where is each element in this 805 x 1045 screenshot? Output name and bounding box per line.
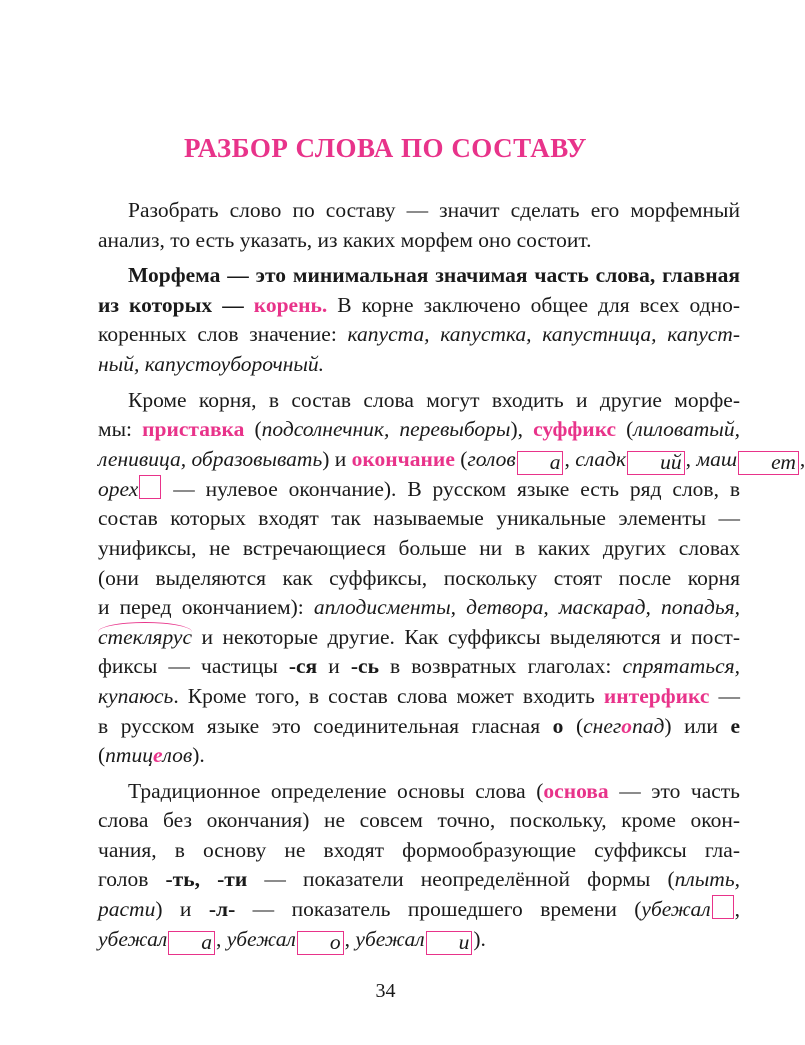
ending-box: а (517, 451, 564, 475)
text-fragment: ) или (664, 713, 731, 738)
text-line (68, 682, 740, 712)
example-words: ленивица, образовывать (98, 446, 323, 471)
suffix-past: -л- (208, 897, 236, 922)
ending-box: а (168, 931, 215, 955)
page-title: РАЗБОР СЛОВА ПО СОСТАВУ (184, 133, 587, 163)
example-stem: маш (696, 446, 738, 471)
text-fragment: фиксы — частицы (98, 654, 289, 679)
paragraph-morpheme (68, 261, 740, 379)
text-fragment: , (215, 926, 227, 951)
text-line: чания, в основу не входят формообразующие суффиксы гла- (98, 837, 740, 862)
page-number: 34 (375, 980, 396, 1002)
text-fragment: в русском языке это соединительная гласная (98, 713, 553, 738)
zero-ending-box (139, 475, 161, 499)
text-fragment: В корне заключено общее для всех одно- (327, 292, 740, 317)
interfix-highlight: о (621, 713, 633, 738)
paragraph-intro (68, 196, 740, 255)
text-line (68, 925, 740, 955)
ending-box: ий (627, 451, 685, 475)
text-fragment: , (344, 926, 356, 951)
text-fragment: , (685, 446, 697, 471)
text-line (68, 741, 740, 771)
text-fragment: ) и (155, 897, 209, 922)
text-fragment: — показатель прошедшего времени ( (235, 897, 642, 922)
text-line (68, 291, 740, 321)
example-words: аплодисменты, детвора, маскарад, попадья, (313, 595, 740, 620)
text-fragment: — нулевое окончание). В русском языке есть ряд слов, в (162, 476, 740, 501)
text-fragment: и некоторые другие. Как суффиксы выделяются и пост- (192, 624, 740, 649)
text-fragment: ( (244, 417, 262, 442)
ending-box: о (297, 931, 344, 955)
paragraph-other-morphemes (68, 386, 805, 771)
text-fragment: , (564, 446, 576, 471)
morpheme-definition-end: из которых — (98, 292, 254, 317)
text-line: (они выделяются как суффиксы, поскольку стоят после корня (98, 565, 740, 590)
text-fragment: — показатели неопределённой формы ( (247, 867, 675, 892)
text-fragment: ( (616, 417, 634, 442)
suffix-infinitive: -ть, -ти (165, 867, 248, 892)
term-interfix: интерфикс (603, 683, 710, 708)
text-fragment: ). (192, 743, 205, 768)
example-stem: убежал (226, 926, 296, 951)
example-stem: убежал (355, 926, 425, 951)
term-root: корень. (253, 292, 328, 317)
example-words: спрятаться, (622, 654, 740, 679)
postfix-sya: -ся (288, 654, 318, 679)
example-stem: убежал (641, 897, 711, 922)
text-line (68, 415, 740, 445)
zero-ending-box (712, 895, 734, 919)
text-fragment: голов (98, 867, 166, 892)
text-fragment: и перед окончанием): (98, 595, 314, 620)
example-words: плыть, (674, 867, 740, 892)
ending-box: ет (738, 451, 799, 475)
page-body (68, 196, 805, 961)
text-fragment: мы: (98, 417, 143, 442)
ending-box: и (426, 931, 473, 955)
example-stem: пад (632, 713, 665, 738)
text-fragment: ), (510, 417, 534, 442)
text-line: слова без окончания) не совсем точно, поскольку, кроме окон- (98, 808, 740, 833)
morpheme-definition: Морфема — это минимальная значимая часть слова, главная (128, 263, 740, 288)
term-ending: окончание (351, 446, 455, 471)
text-line (68, 593, 740, 623)
example-stem: снег (583, 713, 622, 738)
text-line: унификсы, не встречающиеся больше ни в каких других словах (98, 535, 740, 560)
text-line (68, 475, 740, 505)
text-fragment: , (799, 446, 805, 471)
interfix-highlight: е (152, 743, 163, 768)
example-stem: птиц (105, 743, 153, 768)
text-line (68, 652, 740, 682)
postfix-s: -сь (350, 654, 379, 679)
text-line: Кроме корня, в состав слова могут входить и другие морфе- (128, 387, 740, 412)
example-words: лиловатый, (633, 417, 740, 442)
text-line (68, 623, 740, 653)
text-fragment: ( (563, 713, 584, 738)
example-words: расти (98, 897, 156, 922)
text-line (68, 712, 740, 742)
text-fragment: ) и (322, 446, 352, 471)
example-words: купаюсь (98, 683, 174, 708)
term-stem: основа (543, 778, 609, 803)
example-stem: убежал (98, 926, 168, 951)
text-fragment: ). (473, 926, 486, 951)
text-fragment: в возвратных глаголах: (378, 654, 623, 679)
text-line (68, 445, 805, 475)
text-fragment: Традиционное определение основы слова ( (128, 778, 544, 803)
example-words: стеклярус (98, 622, 192, 649)
text-line: состав которых входят так называемые уникальные элементы — (98, 506, 740, 531)
example-stem: лов (162, 743, 193, 768)
text-fragment: , (734, 897, 740, 922)
example-stem: голов (467, 446, 516, 471)
text-fragment: ( (98, 743, 106, 768)
example-stem: сладк (575, 446, 627, 471)
text-fragment: . Кроме того, в состав слова может входить (173, 683, 604, 708)
term-suffix: суффикс (533, 417, 617, 442)
text-fragment: коренных слов значение: (98, 322, 348, 347)
text-fragment: — (709, 683, 740, 708)
interfix-letter: е (730, 713, 740, 738)
text-fragment: и (317, 654, 351, 679)
interfix-letter: о (552, 713, 564, 738)
text-line: Разобрать слово по составу — значит сделать его морфемный (128, 198, 740, 222)
example-words: ный, капустоуборочный. (98, 351, 325, 376)
text-line (68, 320, 740, 350)
term-prefix: приставка (142, 417, 245, 442)
text-line: анализ, то есть указать, из каких морфем оно состоит. (98, 227, 592, 252)
paragraph-stem (68, 777, 740, 955)
text-line (68, 865, 740, 895)
text-line (68, 777, 740, 807)
example-words: подсолнечник, перевыборы (261, 417, 511, 442)
text-fragment: — это часть (608, 778, 740, 803)
text-fragment: ( (454, 446, 468, 471)
text-line (68, 895, 740, 925)
example-words: капуста, капустка, капустница, капуст- (347, 322, 740, 347)
example-stem: орех (98, 476, 139, 501)
